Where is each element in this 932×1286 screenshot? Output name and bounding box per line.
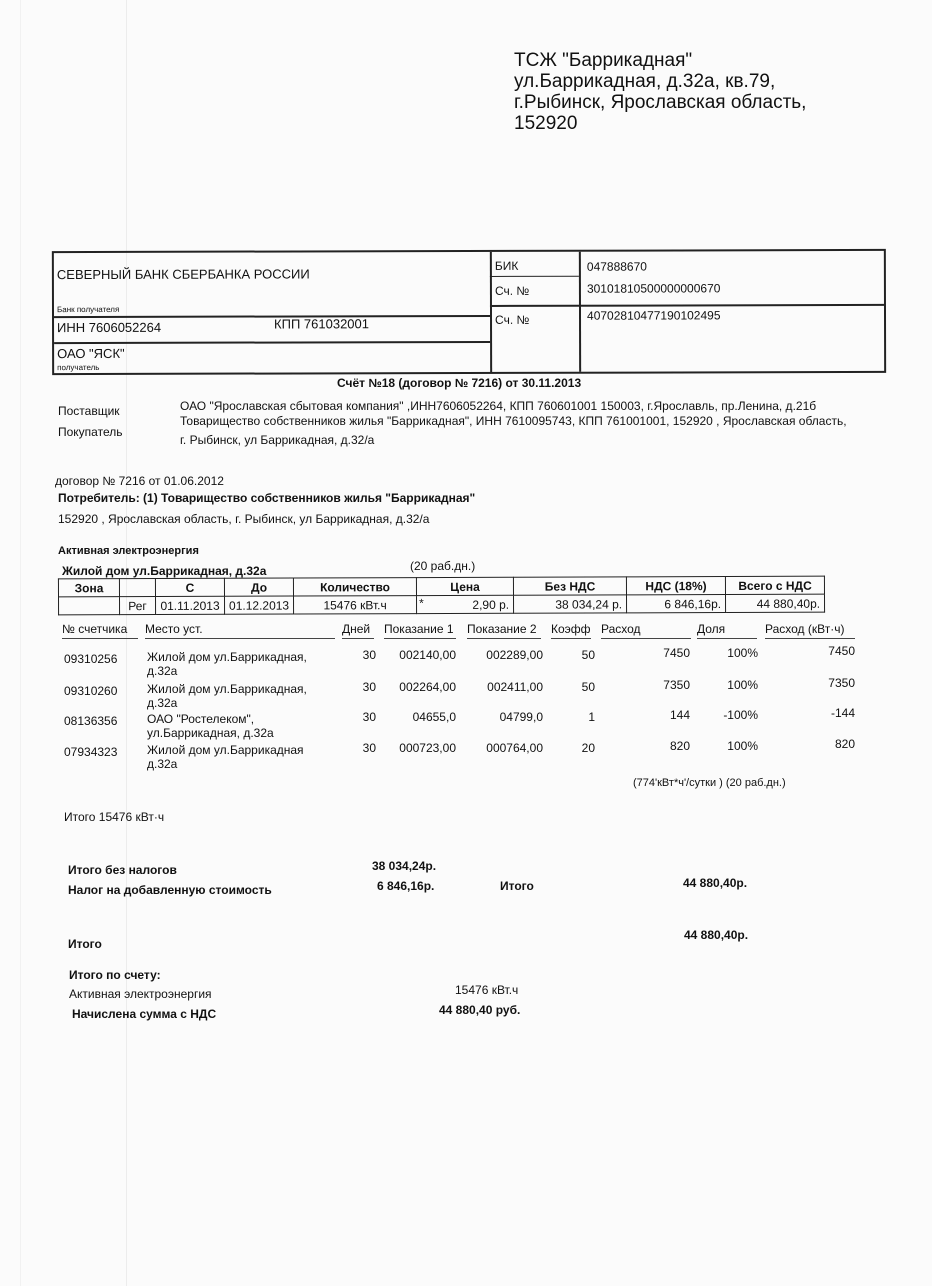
- meter-consumption-kwh: -144: [830, 706, 855, 720]
- meter-location-line2: д.32а: [147, 664, 178, 678]
- meter-consumption-kwh: 820: [834, 737, 855, 751]
- corr-account-label: Сч. №: [494, 283, 530, 298]
- divider: [490, 252, 492, 372]
- object-title: Жилой дом ул.Баррикадная, д.32а: [62, 564, 267, 578]
- col-price: Цена: [416, 577, 513, 595]
- meter-location-line2: д.32а: [147, 696, 178, 710]
- addressee-block: [514, 50, 806, 134]
- meter-share: 100%: [727, 678, 758, 692]
- invoice-title: Счёт №18 (договор № 7216) от 30.11.2013: [337, 376, 582, 390]
- buyer-value-line1: Товарищество собственников жилья "Баррикадная", ИНН 7610095743, КПП 761001001, 152920 , Ярославская область,: [180, 414, 847, 428]
- header-label: Доля: [697, 622, 726, 636]
- buyer-value-line2: г. Рыбинск, ул Баррикадная, д.32/а: [180, 433, 375, 447]
- meter-location-line1: Жилой дом ул.Баррикадная,: [147, 682, 307, 696]
- col-quantity: Количество: [294, 578, 417, 596]
- charged-value: 44 880,40 руб.: [439, 1003, 521, 1017]
- meter-consumption-kwh: 7350: [828, 676, 855, 690]
- quantity-cell: 15476 кВт.ч: [294, 596, 417, 614]
- total-kwh: Итого 15476 кВт·ч: [64, 810, 165, 824]
- meter-share: -100%: [723, 708, 758, 722]
- without-tax-label: Итого без налогов: [68, 863, 177, 877]
- meter-days: 30: [362, 741, 376, 755]
- divider: [490, 276, 579, 277]
- meter-header-kwh: [765, 622, 855, 636]
- meter-header-no: [62, 622, 138, 636]
- col-to: До: [224, 578, 293, 596]
- divider: [54, 341, 490, 344]
- total-cell: 44 880,40р.: [726, 594, 825, 612]
- col-vat: НДС (18%): [626, 577, 725, 595]
- meter-header-reading1: [384, 622, 456, 636]
- meter-location-line1: Жилой дом ул.Баррикадная: [147, 743, 304, 757]
- meter-header-consumption: [601, 622, 691, 636]
- consumer-address: 152920 , Ярославская область, г. Рыбинск, ул Баррикадная, д.32/а: [58, 512, 430, 526]
- addressee-line: ул.Баррикадная, д.32а, кв.79,: [514, 71, 776, 92]
- contract-info: договор № 7216 от 01.06.2012: [55, 474, 224, 488]
- vat-cell: 6 846,16р.: [627, 595, 726, 613]
- without-tax-value: 38 034,24р.: [372, 859, 437, 873]
- meter-header-location: [145, 622, 335, 636]
- meter-reading2: 04799,0: [499, 710, 543, 724]
- by-invoice-label: Итого по счету:: [69, 968, 161, 982]
- meter-number: 09310256: [64, 652, 118, 666]
- price-value: 2,90 р.: [472, 597, 510, 612]
- divider: [490, 304, 884, 307]
- meter-header-days: [342, 622, 374, 636]
- meter-days: 30: [362, 648, 376, 662]
- meter-days: 30: [362, 710, 376, 724]
- summary-table: [58, 576, 825, 616]
- meter-reading1: 002264,00: [399, 680, 456, 694]
- meter-share: 100%: [727, 646, 758, 660]
- meter-reading2: 002289,00: [486, 648, 543, 662]
- corr-account-value: 30101810500000000670: [586, 281, 721, 296]
- meter-reading2: 000764,00: [486, 741, 543, 755]
- active-energy-value: 15476 кВт.ч: [455, 983, 519, 997]
- bank-name: СЕВЕРНЫЙ БАНК СБЕРБАНКА РОССИИ: [56, 266, 310, 283]
- header-label: Показание 1: [384, 622, 454, 636]
- meter-consumption-kwh: 7450: [828, 644, 855, 658]
- meter-consumption: 820: [669, 739, 690, 753]
- meter-header-coef: [551, 622, 591, 636]
- meter-location-line2: ул.Баррикадная, д.32а: [147, 726, 274, 740]
- inn-value: ИНН 7606052264: [57, 319, 162, 336]
- addressee-line: ТСЖ "Баррикадная": [514, 50, 693, 71]
- col-type: [119, 578, 155, 596]
- itogo-value: 44 880,40р.: [684, 928, 749, 942]
- addressee-line: 152920: [514, 113, 578, 134]
- header-label: № счетчика: [62, 622, 128, 636]
- meter-days: 30: [362, 680, 376, 694]
- account-label: Сч. №: [495, 312, 530, 327]
- header-label: Расход (кВт·ч): [765, 622, 845, 636]
- daily-consumption-note: (774'кВт*ч'/сутки ) (20 раб.дн.): [633, 777, 786, 789]
- meter-number: 09310260: [64, 684, 118, 698]
- scan-artifact: [126, 0, 127, 1286]
- meter-number: 07934323: [64, 745, 118, 759]
- meter-consumption: 7350: [663, 678, 690, 692]
- meter-coef: 1: [588, 710, 595, 724]
- header-label: Коэфф: [551, 622, 591, 636]
- header-label: Место уст.: [145, 622, 203, 636]
- meter-coef: 50: [581, 648, 595, 662]
- buyer-label: Покупатель: [58, 425, 123, 439]
- account-value: 40702810477190102495: [586, 308, 721, 323]
- meter-header-reading2: [467, 622, 541, 636]
- itogo-label: Итого: [68, 937, 102, 951]
- recipient-caption: получатель: [57, 362, 100, 373]
- col-without-vat: Без НДС: [513, 577, 626, 595]
- itogo-mid-value: 44 880,40р.: [683, 876, 748, 890]
- summary-data-row: [59, 594, 825, 615]
- itogo-mid-label: Итого: [500, 879, 534, 893]
- col-from: С: [155, 578, 224, 596]
- vat-label: Налог на добавленную стоимость: [68, 883, 272, 897]
- recipient-name: ОАО "ЯСК": [57, 345, 125, 362]
- meter-coef: 20: [581, 741, 595, 755]
- bank-details-box: [52, 249, 886, 375]
- divider: [579, 252, 581, 372]
- bik-label: БИК: [494, 258, 519, 273]
- meter-header-share: [697, 622, 757, 636]
- charged-label: Начислена сумма с НДС: [72, 1007, 217, 1021]
- col-total: Всего с НДС: [725, 576, 824, 594]
- meter-reading1: 000723,00: [399, 741, 456, 755]
- without-vat-cell: 38 034,24 р.: [514, 595, 627, 613]
- addressee-line: г.Рыбинск, Ярославская область,: [514, 92, 807, 113]
- type-cell: Рег: [120, 596, 156, 614]
- kpp-value: КПП 761032001: [274, 316, 370, 332]
- supplier-value: ОАО "Ярославская сбытовая компания" ,ИНН7606052264, КПП 760601001 150003, г.Ярославль, пр.Ленина, д.21б: [180, 399, 817, 413]
- from-cell: 01.11.2013: [156, 596, 225, 614]
- meter-coef: 50: [581, 680, 595, 694]
- section-title: Активная электроэнергия: [58, 545, 199, 557]
- header-label: Расход: [601, 622, 641, 636]
- consumer-info: Потребитель: (1) Товарищество собственников жилья "Баррикадная": [58, 491, 476, 505]
- to-cell: 01.12.2013: [225, 596, 294, 614]
- price-mark: *: [419, 596, 424, 611]
- bik-value: 047888670: [586, 259, 647, 274]
- meter-reading1: 002140,00: [399, 648, 456, 662]
- divider: [54, 315, 490, 318]
- meter-location-line1: Жилой дом ул.Баррикадная,: [147, 650, 307, 664]
- zone-cell: [59, 597, 120, 615]
- meter-reading2: 002411,00: [487, 680, 543, 694]
- meter-number: 08136356: [64, 714, 118, 728]
- meter-consumption: 144: [669, 708, 690, 722]
- meter-location-line2: д.32а: [147, 757, 178, 771]
- meter-reading1: 04655,0: [412, 710, 456, 724]
- col-zone: Зона: [58, 579, 119, 597]
- meter-location-line1: ОАО "Ростелеком",: [147, 712, 255, 726]
- header-label: Показание 2: [467, 622, 537, 636]
- active-energy-label: Активная электроэнергия: [69, 987, 212, 1001]
- vat-value: 6 846,16р.: [377, 879, 435, 893]
- work-days: (20 раб.дн.): [410, 559, 476, 573]
- bank-caption: Банк получателя: [56, 304, 120, 315]
- supplier-label: Поставщик: [58, 404, 120, 418]
- price-cell: [417, 595, 514, 613]
- scan-artifact: [20, 0, 21, 1286]
- header-label: Дней: [342, 622, 371, 636]
- meter-consumption: 7450: [663, 646, 690, 660]
- meter-share: 100%: [727, 739, 758, 753]
